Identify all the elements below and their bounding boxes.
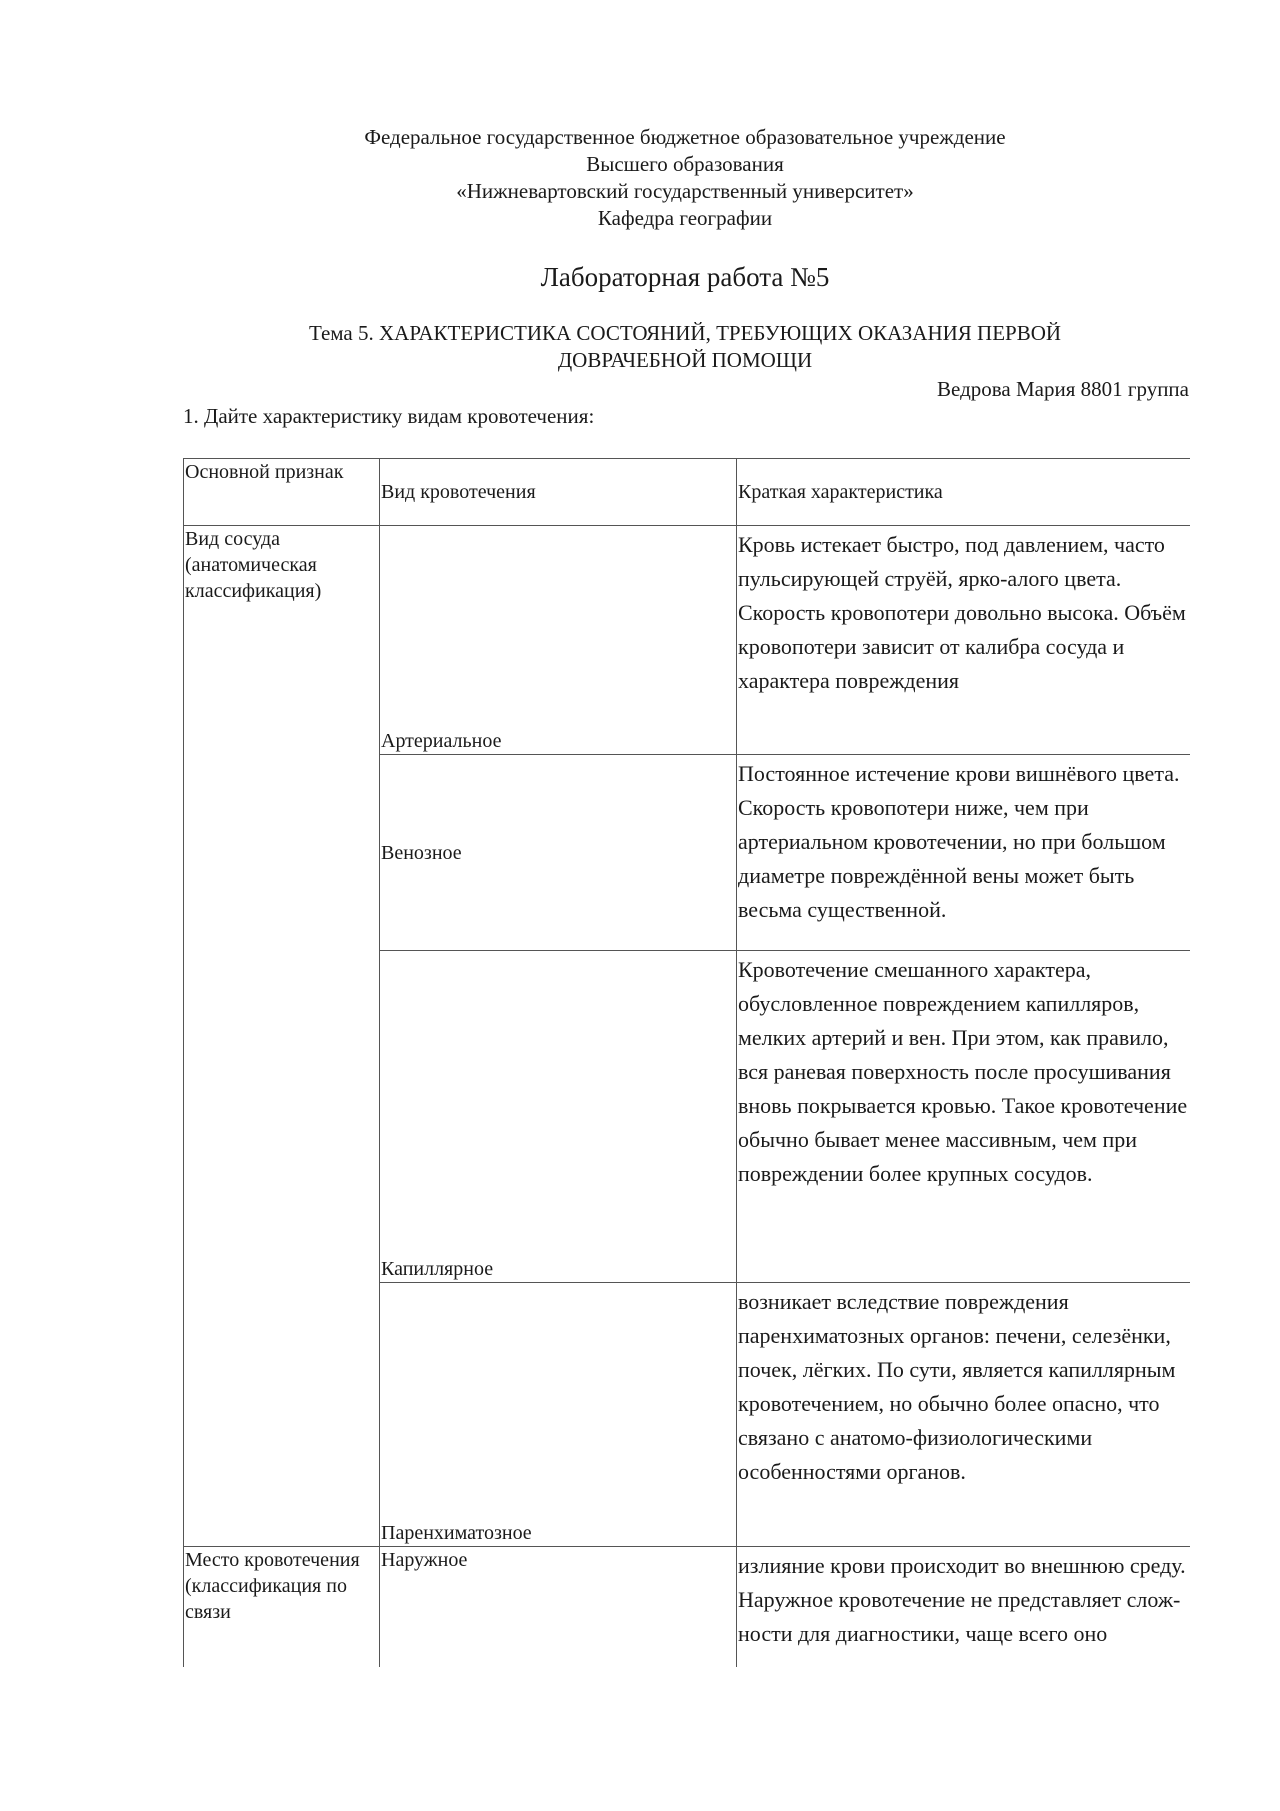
org-name-line: Федеральное государственное бюджетное образовательное учреждение — [364, 125, 1006, 149]
lab-title: Лабораторная работа №5 — [540, 262, 830, 292]
bleeding-type-cell: Капиллярное — [380, 951, 737, 1283]
table-row — [184, 526, 1191, 755]
header-criterion: Основной признак — [184, 459, 380, 526]
topic-title-line-1: Тема 5. ХАРАКТЕРИСТИКА СОСТОЯНИЙ, ТРЕБУЮЩИХ ОКАЗАНИЯ ПЕРВОЙ — [308, 321, 1062, 345]
topic-title-line-2: ДОВРАЧЕБНОЙ ПОМОЩИ — [557, 348, 813, 372]
bleeding-type-cell: Паренхиматозное — [380, 1283, 737, 1547]
table-header-row — [184, 459, 1191, 526]
author-line: Ведрова Мария 8801 группа — [937, 377, 1189, 401]
table-row — [184, 1547, 1191, 1668]
description-cell: Постоянное истечение крови вишнёвого цвета. Скорость кровопотери ниже, чем при артериальном кровотечении, но при большом диаметре повреждённой вены может быть весьма существенной. — [737, 755, 1191, 951]
org-level-line: Высшего образования — [586, 152, 784, 176]
description-cell: Кровь истекает быстро, под давлением, часто пульсирующей струёй, ярко-алого цвета. Скорость кровопотери довольно высока. Объём кровопотери зависит от калибра сосуда и характера повреждения — [737, 526, 1191, 755]
bleeding-type-cell: Наружное — [380, 1547, 737, 1668]
university-name: «Нижневартовский государственный университет» — [456, 179, 914, 203]
header-bleeding-type: Вид кровотечения — [380, 459, 737, 526]
description-cell: Кровотечение смешанного характера, обусловленное повреждением капилляров, мелких артерий и вен. При этом, как правило, вся раневая поверхность после просушивания вновь покрывается кровью. Такое кровотечение обычно бывает менее массивным, чем при повреждении более крупных сосудов. — [737, 951, 1191, 1283]
bleeding-type-cell: Венозное — [380, 755, 737, 951]
department-name: Кафедра географии — [597, 206, 773, 230]
criterion-cell: Место кровотечения (классификация по связи — [184, 1547, 380, 1668]
description-cell: возникает вследствие повреждения паренхиматозных органов: печени, селезёнки, почек, лёгких. По сути, является капиллярным кровотечением, но обычно более опасно, что связано с анатомо-физиологическими особенностями органов. — [737, 1283, 1191, 1547]
header-description: Краткая характеристика — [737, 459, 1191, 526]
criterion-cell: Вид сосуда (анатомическая классификация) — [184, 526, 380, 1547]
description-cell: излияние крови происходит во внешнюю среду. Наружное кровотечение не представляет слож-ности для диагностики, чаще всего оно — [737, 1547, 1191, 1668]
task-prompt: 1. Дайте характеристику видам кровотечения: — [183, 404, 595, 428]
bleeding-types-table — [183, 458, 1190, 1667]
bleeding-type-cell: Артериальное — [380, 526, 737, 755]
